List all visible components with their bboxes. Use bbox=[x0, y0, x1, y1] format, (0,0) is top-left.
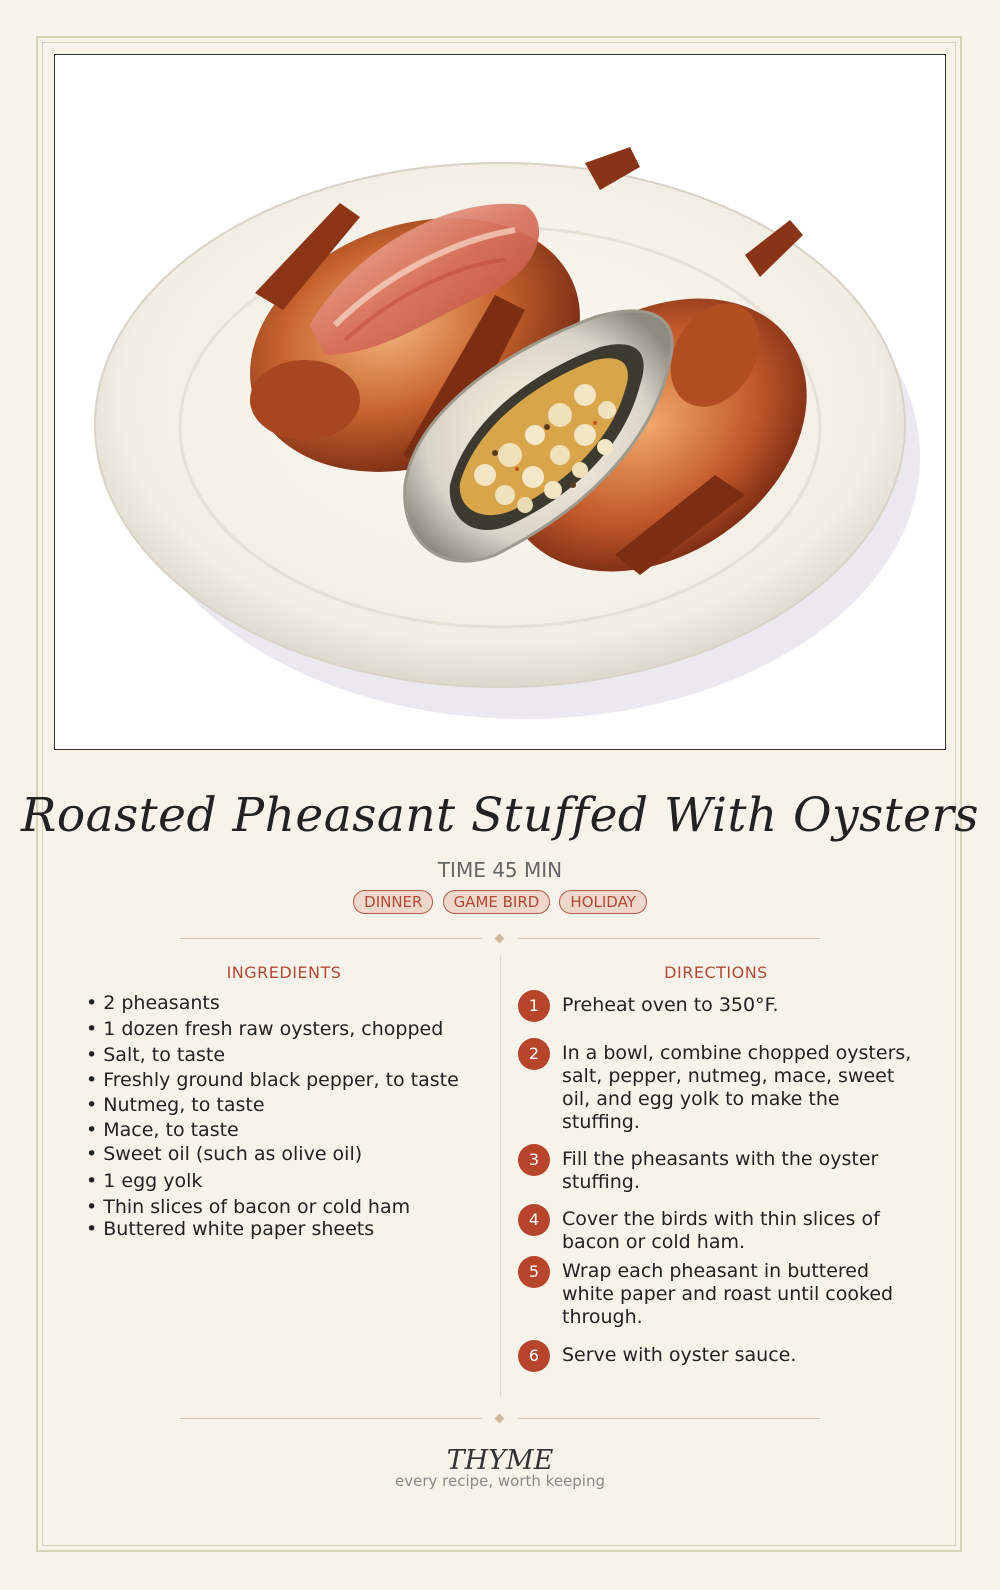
ingredient-item: • Mace, to taste bbox=[86, 1119, 239, 1141]
ingredient-item: • Freshly ground black pepper, to taste bbox=[86, 1069, 459, 1091]
ingredient-item: • Sweet oil (such as olive oil) bbox=[86, 1143, 363, 1165]
column-divider bbox=[500, 956, 501, 1396]
step-text: In a bowl, combine chopped oysters, salt, pepper, nutmeg, mace, sweet oil, and egg yolk to make the stuffing. bbox=[562, 1042, 912, 1133]
directions-heading: DIRECTIONS bbox=[664, 963, 768, 982]
step-number-badge: 4 bbox=[518, 1204, 550, 1236]
tag-list bbox=[0, 890, 1000, 914]
recipe-title: Roasted Pheasant Stuffed With Oysters bbox=[20, 788, 980, 843]
step-number-badge: 2 bbox=[518, 1038, 550, 1070]
ingredient-item: • Thin slices of bacon or cold ham bbox=[86, 1196, 411, 1218]
step-text: Preheat oven to 350°F. bbox=[562, 994, 779, 1016]
ingredient-item: • Buttered white paper sheets bbox=[86, 1218, 375, 1240]
step-number-badge: 3 bbox=[518, 1144, 550, 1176]
recipe-time: TIME 45 MIN bbox=[437, 858, 563, 882]
top-divider-right bbox=[518, 938, 820, 939]
bottom-divider-right bbox=[518, 1418, 820, 1419]
recipe-photo bbox=[54, 54, 946, 750]
step-number-badge: 6 bbox=[518, 1340, 550, 1372]
top-divider-left bbox=[180, 938, 482, 939]
step-number-badge: 5 bbox=[518, 1256, 550, 1288]
ingredient-item: • Nutmeg, to taste bbox=[86, 1094, 265, 1116]
ingredient-item: • 1 dozen fresh raw oysters, chopped bbox=[86, 1018, 444, 1040]
step-text: Cover the birds with thin slices of bacon or cold ham. bbox=[562, 1208, 880, 1253]
step-text: Wrap each pheasant in buttered white paper and roast until cooked through. bbox=[562, 1260, 894, 1328]
step-text: Serve with oyster sauce. bbox=[562, 1344, 797, 1366]
step-number-badge: 1 bbox=[518, 990, 550, 1022]
brand-tagline: every recipe, worth keeping bbox=[394, 1472, 605, 1490]
step-text: Fill the pheasants with the oyster stuffing. bbox=[562, 1148, 879, 1193]
brand-logo-text: THYME bbox=[446, 1445, 554, 1476]
tag-dinner: DINNER bbox=[353, 890, 433, 914]
bottom-divider-left bbox=[180, 1418, 482, 1419]
tag-game-bird: GAME BIRD bbox=[443, 890, 551, 914]
ingredient-item: • 2 pheasants bbox=[86, 992, 220, 1014]
pheasant-illustration bbox=[55, 55, 946, 750]
ingredient-item: • 1 egg yolk bbox=[86, 1170, 203, 1192]
tag-holiday: HOLIDAY bbox=[559, 890, 646, 914]
ingredients-heading: INGREDIENTS bbox=[226, 963, 342, 982]
ingredient-item: • Salt, to taste bbox=[86, 1044, 226, 1066]
